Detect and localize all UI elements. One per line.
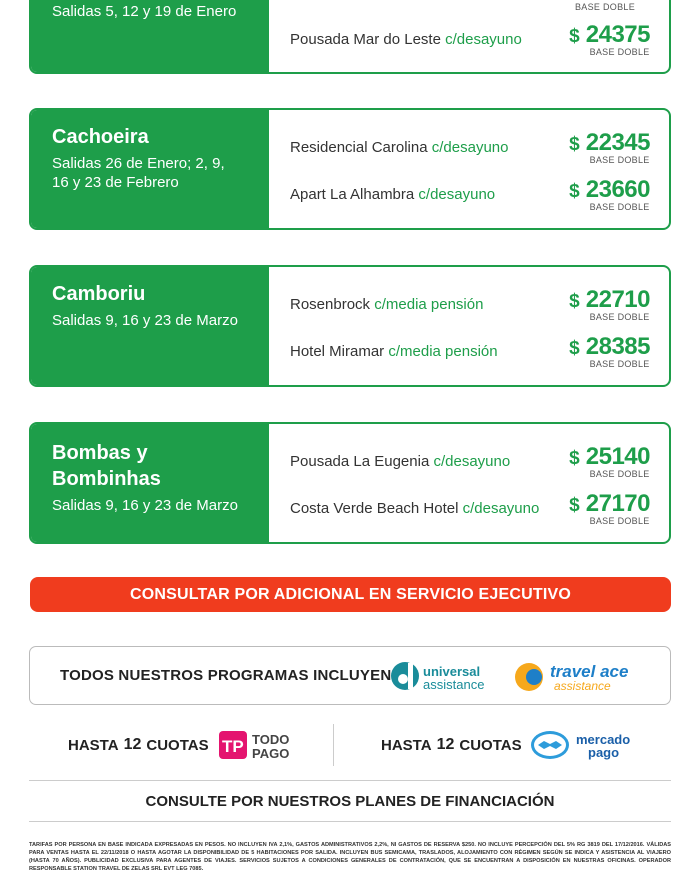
todopago-cuotas [68, 722, 305, 768]
hotel-name: Apart La Alhambra c/desayuno [290, 186, 496, 203]
svg-text:pago: pago [587, 745, 619, 760]
executive-service-banner[interactable]: CONSULTAR POR ADICIONAL EN SERVICIO EJECUTIVO [30, 577, 671, 612]
cuotas-suffix: CUOTAS [146, 736, 209, 754]
package-4-dates: Salidas 9, 16 y 23 de Marzo [52, 497, 238, 514]
package-4-info [31, 424, 269, 542]
package-1-hotels [269, 0, 669, 72]
includes-text: TODOS NUESTROS PROGRAMAS INCLUYEN [60, 667, 392, 684]
hotel-row [290, 490, 650, 530]
hotel-price: $ 23660 BASE DOBLE [569, 176, 650, 212]
cuotas-prefix: HASTA [381, 736, 432, 754]
package-1-info [31, 0, 269, 72]
todopago-logo [219, 730, 305, 760]
hotel-price: $ 22710 BASE DOBLE [569, 286, 650, 322]
cuotas-suffix: CUOTAS [459, 736, 522, 754]
hotel-price: $ 24375 BASE DOBLE [569, 21, 650, 57]
package-1-top-base-label: BASE DOBLE [574, 2, 635, 12]
hotel-price: $ 27170 BASE DOBLE [569, 490, 650, 526]
hotel-price: $ 25140 BASE DOBLE [569, 443, 650, 479]
payment-divider [333, 724, 334, 766]
package-2-dates: Salidas 26 de Enero; 2, 9, 16 y 23 de Febrero [52, 155, 225, 191]
hotel-name: Costa Verde Beach Hotel c/desayuno [290, 500, 540, 517]
package-3-hotels [269, 267, 669, 385]
hotel-name: Residencial Carolina c/desayuno [290, 139, 509, 156]
hotel-name: Hotel Miramar c/media pensión [290, 343, 498, 360]
package-3-info [31, 267, 269, 385]
svg-text:universal: universal [423, 664, 481, 679]
package-3-dates: Salidas 9, 16 y 23 de Marzo [52, 312, 238, 329]
svg-text:assistance: assistance [423, 677, 485, 692]
hotel-name: Pousada Mar do Leste c/desayuno [290, 31, 522, 48]
svg-text:mercado: mercado [575, 732, 630, 747]
package-2-info [31, 110, 269, 228]
hotel-price: $ 22345 BASE DOBLE [569, 129, 650, 165]
svg-text:travel ace: travel ace [550, 662, 629, 681]
hotel-price: $ 28385 BASE DOBLE [569, 333, 650, 369]
package-2-hotels [269, 110, 669, 228]
mercadopago-logo [530, 729, 646, 761]
hotel-row [290, 176, 650, 216]
travel-ace-logo [514, 657, 644, 695]
package-card-4 [29, 422, 671, 544]
hotel-row [290, 443, 650, 483]
svg-text:PAGO: PAGO [251, 746, 289, 760]
financing-note: CONSULTE POR NUESTROS PLANES DE FINANCIACIÓN [145, 793, 555, 810]
svg-text:assistance: assistance [554, 679, 611, 693]
package-card-1 [29, 0, 671, 74]
package-card-3 [29, 265, 671, 387]
cuotas-number: 12 [123, 736, 142, 753]
hotel-name: Pousada La Eugenia c/desayuno [290, 453, 511, 470]
package-card-2 [29, 108, 671, 230]
package-4-destination: Bombas y Bombinhas [52, 442, 161, 490]
includes-box [29, 646, 671, 705]
package-3-destination: Camboriu [52, 283, 146, 305]
package-4-hotels [269, 424, 669, 542]
hotel-name: Rosenbrock c/media pensión [290, 296, 484, 313]
svg-text:TODO: TODO [251, 732, 289, 747]
mercadopago-cuotas [381, 722, 646, 768]
svg-text:TP: TP [221, 737, 244, 756]
cuotas-prefix: HASTA [68, 736, 119, 754]
legal-disclaimer: TARIFAS POR PERSONA EN BASE INDICADA EXPRESADAS EN PESOS. NO INCLUYEN IVA 2,1%, GASTOS ADMINISTRATIVOS 2,2%, NI GASTOS DE RESERVA $250. NO INCLUYE PERCEPCIÓN DEL 5% RG 3819 DEL 17/12/2016. VÁLIDAS PARA VENTAS HASTA EL 22/11/2018 O HASTA AGOTAR LA DISPONIBILIDAD DE 5 HABITACIONES POR SALIDA. INCLUYEN BUS SEMICAMA, TRASLADOS, ALOJAMIENTO CON RÉGIMEN SEGÚN SE INDICA Y ASISTENCIA AL VIAJERO (HASTA 70 AÑOS). PUBLICIDAD EXCLUSIVA PARA AGENTES DE VIAJES. SERVICIOS SUJETOS A CONDICIONES GENERALES DE CONTRATACIÓN, QUE SE ENCUENTRAN A DISPOSICIÓN EN NUESTRAS OFICINAS. OPERADOR RESPONSABLE STATION TRAVEL DE ZELAS SRL EVT LEG 7085. [29, 842, 671, 872]
package-1-dates: Salidas 5, 12 y 19 de Enero [52, 3, 237, 20]
hotel-row [290, 286, 650, 326]
cuotas-number: 12 [436, 736, 455, 753]
universal-assistance-logo [390, 659, 500, 693]
hotel-row [290, 333, 650, 373]
hotel-row [290, 21, 650, 61]
package-2-destination: Cachoeira [52, 126, 149, 148]
separator-top [29, 780, 671, 781]
separator-bottom [29, 821, 671, 822]
hotel-row [290, 129, 650, 169]
